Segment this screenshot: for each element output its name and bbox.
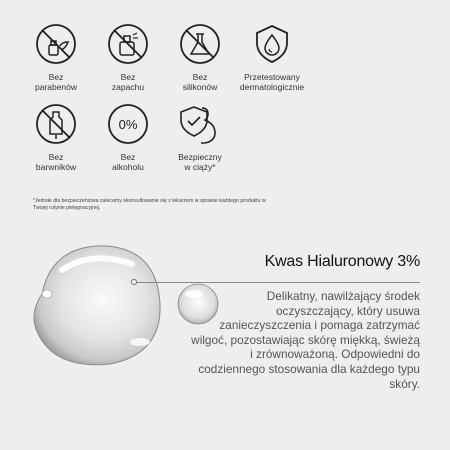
pregnancy-safe-icon	[178, 102, 222, 146]
callout-line	[134, 282, 420, 283]
alcohol-percent-glyph: 0%	[118, 117, 138, 132]
dermatologically-tested-icon	[250, 22, 294, 66]
feature-derm-tested	[238, 22, 306, 92]
feature-label: Bez alkoholu	[112, 152, 144, 172]
ingredient-description: Delikatny, nawilżający środek oczyszczający, który usuwa zanieczyszczenia i pomaga zatrzymać wilgoć, pozostawiając skórę miękką, świeżą i zrównoważoną. Odpowiedni do codziennego stosowania dla każdego typu skóry.	[191, 289, 420, 391]
feature-pregnancy-safe	[166, 102, 234, 172]
feature-no-dyes	[22, 102, 90, 172]
feature-no-fragrance	[94, 22, 162, 92]
feature-label: Bez zapachu	[111, 72, 145, 92]
features-grid	[22, 22, 322, 172]
no-alcohol-icon	[106, 102, 150, 146]
no-dyes-icon	[34, 102, 78, 146]
feature-label: Przetestowany dermatologicznie	[239, 72, 305, 92]
features-row-2	[22, 102, 322, 172]
feature-label: Bez barwników	[35, 152, 77, 172]
features-row-1	[22, 22, 322, 92]
no-parabens-icon	[34, 22, 78, 66]
feature-no-silicones	[166, 22, 234, 92]
feature-label: Bez silikonów	[182, 72, 218, 92]
callout-dot	[131, 279, 137, 285]
no-fragrance-icon	[106, 22, 150, 66]
feature-no-parabens	[22, 22, 90, 92]
footnote: *Jednak dla bezpieczeństwa zalecamy skonsultowanie się z lekarzem w sprawie każdego produktu w Twojej rutynie pielęgnacyjnej.	[33, 198, 266, 211]
feature-label: Bez parabenów	[34, 72, 78, 92]
feature-no-alcohol	[94, 102, 162, 172]
no-silicones-icon	[178, 22, 222, 66]
feature-label: Bezpieczny w ciąży*	[178, 152, 222, 172]
ingredient-title: Kwas Hialuronowy 3%	[264, 253, 420, 270]
